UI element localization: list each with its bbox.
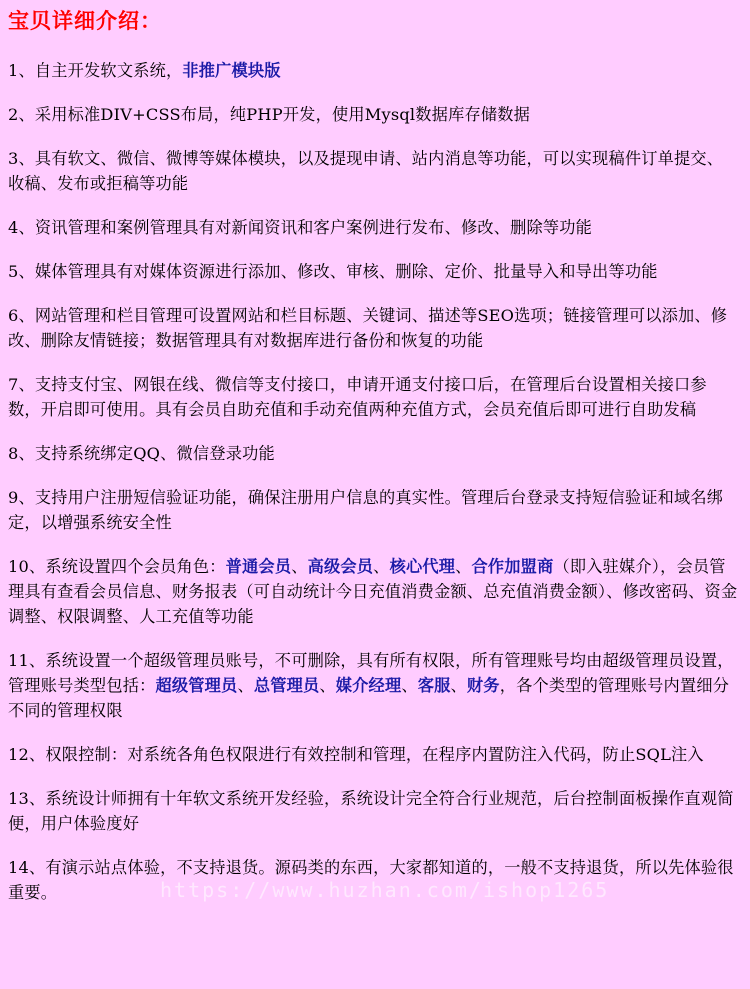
item-text: 、 bbox=[237, 676, 254, 695]
item-text: 2、采用标准DIV+CSS布局，纯PHP开发，使用Mysql数据库存储数据 bbox=[8, 105, 531, 124]
feature-item bbox=[8, 259, 738, 284]
highlight-text: 媒介经理 bbox=[335, 676, 402, 695]
item-text: 11、系统设置一个超级管理员账号，不可删除，具有所有权限，所有管理账号均由超级管理员设置，管理账号类型包括： bbox=[8, 651, 734, 695]
feature-item bbox=[8, 485, 738, 535]
feature-item bbox=[8, 58, 738, 83]
highlight-text: 财务 bbox=[466, 676, 500, 695]
feature-item bbox=[8, 786, 738, 836]
highlight-text: 合作加盟商 bbox=[471, 557, 554, 576]
item-text: ，各个类型的管理账号内置细分不同的管理权限 bbox=[8, 676, 730, 720]
highlight-text: 高级会员 bbox=[307, 557, 374, 576]
feature-item bbox=[8, 742, 738, 767]
feature-list bbox=[8, 58, 738, 905]
feature-item bbox=[8, 372, 738, 422]
watermark: https://www.huzhan.com/ishop1265 bbox=[160, 878, 610, 902]
feature-item bbox=[8, 102, 738, 127]
highlight-text: 核心代理 bbox=[389, 557, 456, 576]
item-text: 13、系统设计师拥有十年软文系统开发经验，系统设计完全符合行业规范，后台控制面板操作直观简便，用户体验度好 bbox=[8, 789, 734, 833]
section-title: 宝贝详细介绍： bbox=[8, 9, 162, 33]
highlight-text: 超级管理员 bbox=[155, 676, 238, 695]
item-text: 、 bbox=[319, 676, 336, 695]
item-text: 、 bbox=[373, 557, 390, 576]
item-text: 8、支持系统绑定QQ、微信登录功能 bbox=[8, 444, 275, 463]
item-text: 、 bbox=[291, 557, 308, 576]
item-text: 9、支持用户注册短信验证功能，确保注册用户信息的真实性。管理后台登录支持短信验证和域名绑定，以增强系统安全性 bbox=[8, 488, 724, 532]
highlight-text: 普通会员 bbox=[225, 557, 292, 576]
feature-item bbox=[8, 554, 738, 629]
item-text: 4、资讯管理和案例管理具有对新闻资讯和客户案例进行发布、修改、删除等功能 bbox=[8, 218, 593, 237]
item-text: 14、有演示站点体验，不支持退货。源码类的东西，大家都知道的，一般不支持退货，所以先体验很重要。 bbox=[8, 858, 734, 902]
highlight-text: 客服 bbox=[417, 676, 451, 695]
item-text: （即入驻媒介），会员管理具有查看会员信息、财务报表（可自动统计今日充值消费金额、总充值消费金额）、修改密码、资金调整、权限调整、人工充值等功能 bbox=[8, 557, 738, 626]
item-text: 5、媒体管理具有对媒体资源进行添加、修改、审核、删除、定价、批量导入和导出等功能 bbox=[8, 262, 658, 281]
feature-item bbox=[8, 146, 738, 196]
item-text: 12、权限控制：对系统各角色权限进行有效控制和管理，在程序内置防注入代码，防止SQL注入 bbox=[8, 745, 704, 764]
item-text: 、 bbox=[401, 676, 418, 695]
item-text: 1、自主开发软文系统， bbox=[8, 61, 183, 80]
feature-item bbox=[8, 303, 738, 353]
feature-item bbox=[8, 648, 738, 723]
feature-item bbox=[8, 215, 738, 240]
item-text: 3、具有软文、微信、微博等媒体模块，以及提现申请、站内消息等功能，可以实现稿件订单提交、收稿、发布或拒稿等功能 bbox=[8, 149, 724, 193]
item-text: 10、系统设置四个会员角色： bbox=[8, 557, 226, 576]
highlight-text: 总管理员 bbox=[253, 676, 320, 695]
feature-item bbox=[8, 441, 738, 466]
item-text: 、 bbox=[455, 557, 472, 576]
highlight-text: 非推广模块版 bbox=[182, 61, 281, 80]
item-text: 、 bbox=[450, 676, 467, 695]
item-text: 7、支持支付宝、网银在线、微信等支付接口，申请开通支付接口后，在管理后台设置相关接口参数，开启即可使用。具有会员自助充值和手动充值两种充值方式，会员充值后即可进行自助发稿 bbox=[8, 375, 707, 419]
feature-item bbox=[8, 855, 738, 905]
item-text: 6、网站管理和栏目管理可设置网站和栏目标题、关键词、描述等SEO选项；链接管理可以添加、修改、删除友情链接；数据管理具有对数据库进行备份和恢复的功能 bbox=[8, 306, 728, 350]
